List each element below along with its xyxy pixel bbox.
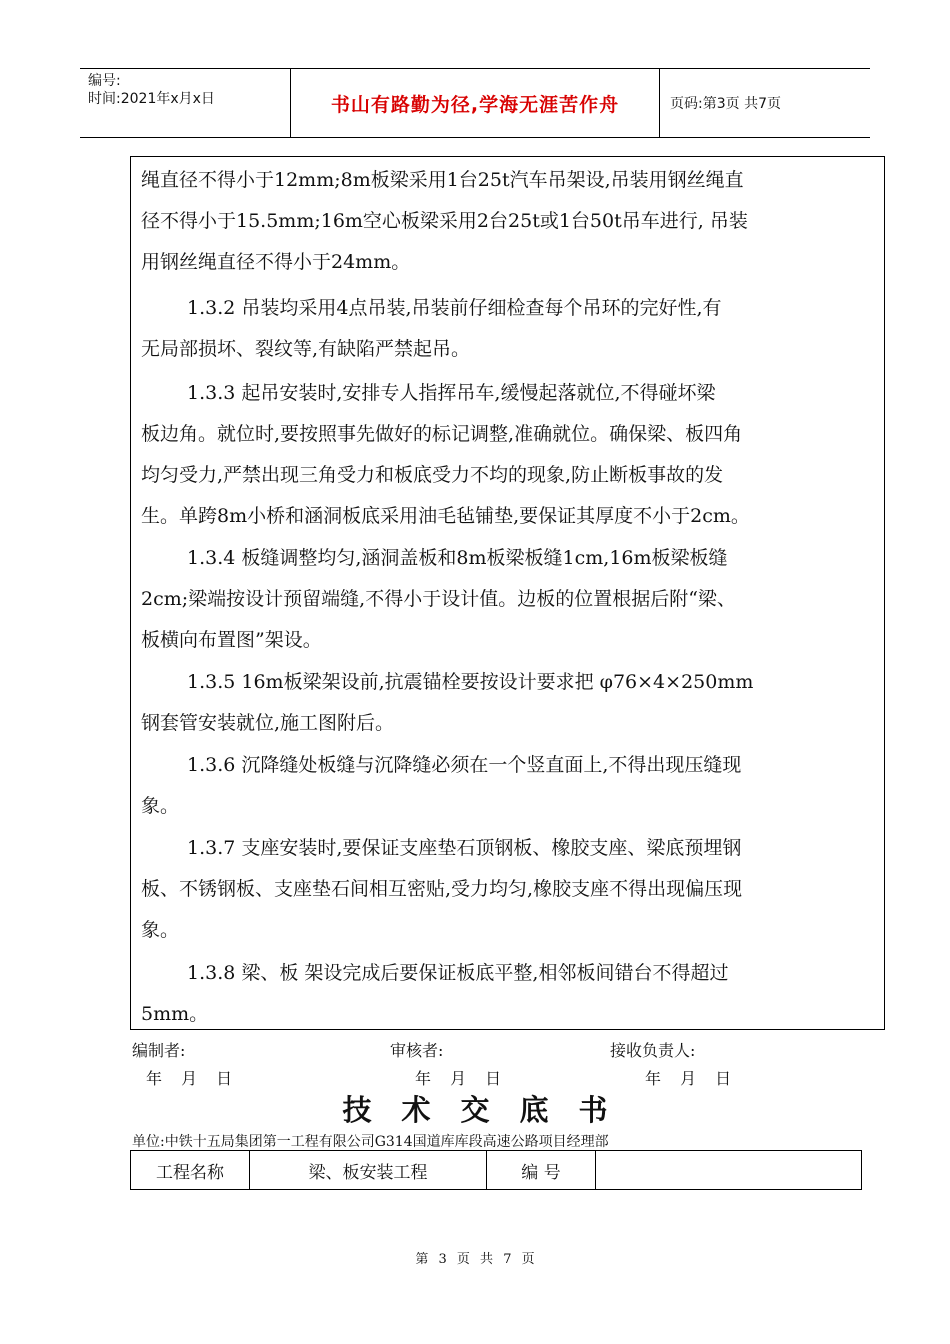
text-line: 1.3.4 板缝调整均匀,涵洞盖板和8m板梁板缝1cm,16m板梁板缝 [187, 547, 728, 569]
text-line: 径不得小于15.5mm;16m空心板梁采用2台25t或1台50t吊车进行, 吊装 [141, 210, 748, 232]
project-name-value: 梁、板安装工程 [250, 1151, 487, 1189]
text-line: 均匀受力,严禁出现三角受力和板底受力不均的现象,防止断板事故的发 [141, 464, 724, 486]
paragraph [141, 538, 881, 661]
number-field-label: 编 号 [487, 1151, 596, 1189]
page-footer: 第 3 页 共 7 页 [415, 1252, 535, 1267]
text-line: 板横向布置图”架设。 [141, 629, 322, 651]
time-label: 时间:2021年x月x日 [88, 91, 215, 107]
text-line: 板边角。就位时,要按照事先做好的标记调整,准确就位。确保梁、板四角 [141, 423, 743, 445]
form-row [130, 1150, 862, 1190]
text-line: 钢套管安装就位,施工图附后。 [141, 712, 395, 734]
form-title: 技术交底书 [342, 1093, 638, 1127]
paragraph [141, 953, 881, 1035]
text-line: 1.3.7 支座安装时,要保证支座垫石顶钢板、橡胶支座、梁底预埋钢 [187, 837, 742, 859]
text-line: 5mm。 [141, 1003, 209, 1025]
paragraph [141, 745, 881, 827]
page-header [80, 68, 870, 138]
text-line: 无局部损坏、裂纹等,有缺陷严禁起吊。 [141, 338, 471, 360]
unit-line: 单位:中铁十五局集团第一工程有限公司G314国道库库段高速公路项目经理部 [132, 1134, 609, 1150]
receiver-label: 接收负责人: [610, 1041, 696, 1060]
text-line: 1.3.5 16m板梁架设前,抗震锚栓要按设计要求把 φ76×4×250mm [187, 671, 754, 693]
paragraph [141, 160, 881, 283]
text-line: 1.3.6 沉降缝处板缝与沉降缝必须在一个竖直面上,不得出现压缝现 [187, 754, 742, 776]
reviewer-date: 年 月 日 [415, 1069, 502, 1088]
number-field-value [596, 1151, 861, 1189]
project-name-label: 工程名称 [131, 1151, 250, 1189]
text-line: 1.3.3 起吊安装时,安排专人指挥吊车,缓慢起落就位,不得碰坏梁 [187, 382, 716, 404]
text-line: 生。单跨8m小桥和涵洞板底采用油毛毡铺垫,要保证其厚度不小于2cm。 [141, 505, 750, 527]
reviewer-label: 审核者: [390, 1041, 444, 1060]
text-line: 板、不锈钢板、支座垫石间相互密贴,受力均匀,橡胶支座不得出现偏压现 [141, 878, 743, 900]
compiler-date: 年 月 日 [146, 1069, 233, 1088]
text-line: 象。 [141, 919, 180, 941]
text-line: 2cm;梁端按设计预留端缝,不得小于设计值。边板的位置根据后附“梁、 [141, 588, 736, 610]
text-line: 1.3.8 梁、板 架设完成后要保证板底平整,相邻板间错台不得超过 [187, 962, 729, 984]
paragraph [141, 288, 881, 370]
compiler-label: 编制者: [132, 1041, 186, 1060]
header-meta [80, 69, 291, 137]
paragraph [141, 662, 881, 744]
receiver-date: 年 月 日 [645, 1069, 732, 1088]
text-line: 绳直径不得小于12mm;8m板梁采用1台25t汽车吊架设,吊装用钢丝绳直 [141, 169, 744, 191]
header-page-info: 页码:第3页 共7页 [670, 96, 781, 112]
text-line: 象。 [141, 795, 180, 817]
paragraph [141, 373, 881, 537]
number-label: 编号: [88, 73, 121, 89]
text-line: 1.3.2 吊装均采用4点吊装,吊装前仔细检查每个吊环的完好性,有 [187, 297, 722, 319]
header-motto: 书山有路勤为径,学海无涯苦作舟 [291, 69, 660, 137]
paragraph [141, 828, 881, 951]
text-line: 用钢丝绳直径不得小于24mm。 [141, 251, 411, 273]
content-box [130, 156, 885, 1030]
